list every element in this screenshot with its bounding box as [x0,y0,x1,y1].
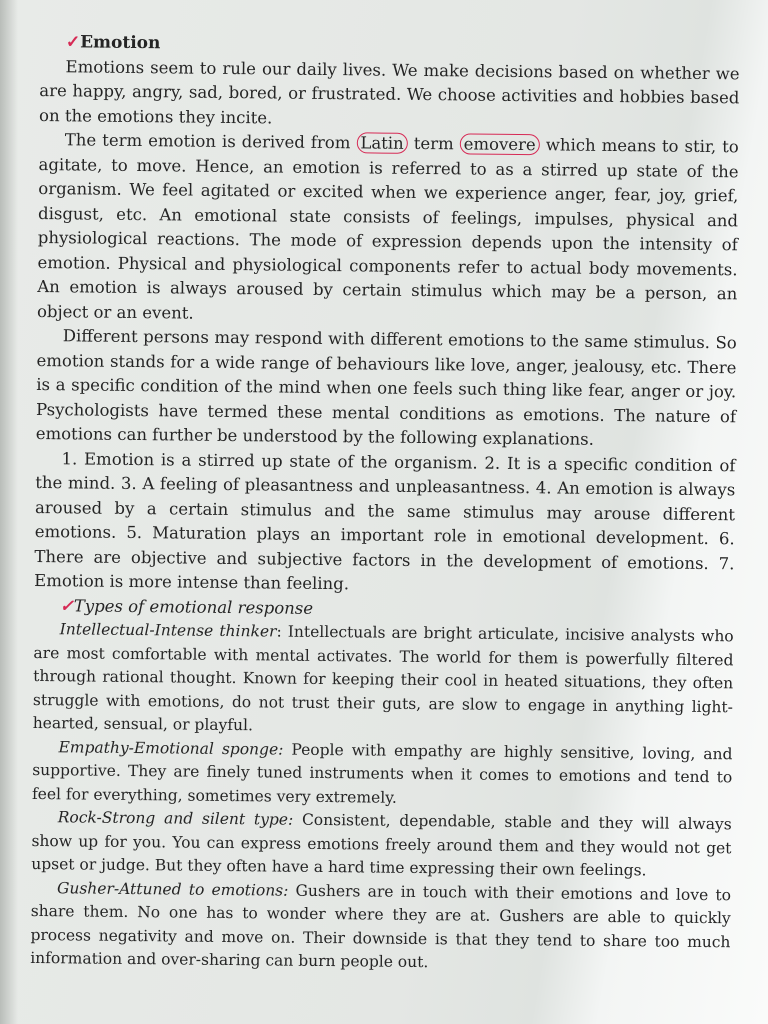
types-title: ✓Types of emotional response [59,595,314,618]
type-item-intellectual: Intellectual-Intense thinker: Intellectuals are bright articulate, incisive analysts who are most comfortable with mental activates. The world for them is powerfully filtered through rational thought. Known for keeping their cool in heated situations, they often struggle with emotions, do not trust their guts, are slow to engage in anything light-hearted, sensual, or playful. [32,620,734,735]
type-item-empathy: Empathy-Emotional sponge: People with empathy are highly sensitive, loving, and supportive. They are finely tuned instruments when it comes to emotions and tend to feel for everything, sometimes very extremely. [31,737,733,807]
paragraph-4-list: 1. Emotion is a stirred up state of the organism. 2. It is a specific condition of the mind. 3. A feeling of pleasantness and unpleasantness. 4. An emotion is always aroused by a certain stimulus and the same stimulus may arouse different emotions. 5. Maturation plays an important role in emotional development. 6. There are objective and subjective factors in the development of emotions. 7. Emotion is more intense than feeling. [34,448,736,594]
check-mark-icon: ✓ [65,32,81,53]
paragraph-3: Different persons may respond with different emotions to the same stimulus. So emotion stands for a wide range of behaviours like love, anger, jealousy, etc. There is a specific condition of the mind when one feels such thing like fear, anger or joy. Psychologists have termed these mental conditions as emotions. The nature of emotions can further be understood by the following explanations. [35,326,737,449]
paragraph-2: The term emotion is derived from Latin term emovere which means to stir, to agitate, to move. Hence, an emotion is referred to as a stirred up state of the organism. We feel agitated or excited when we experience anger, fear, joy, grief, disgust, etc. An emotional state consists of feelings, impulses, physical and physiological reactions. The mode of expression depends upon the intensity of emotion. Physical and physiological components refer to actual body movements. An emotion is always aroused by certain stimulus which may be a person, an object or an event. [36,130,739,323]
check-mark-icon: ✓ [59,595,74,615]
circled-word-emovere: emovere [460,133,540,155]
type-item-rock: Rock-Strong and silent type: Consistent, dependable, stable and they will always show up for you. You can express emotions freely around them and they would not get upset or judge. But they often have a hard time expressing their own feelings. [31,808,732,880]
type-item-gusher: Gusher-Attuned to emotions: Gushers are in touch with their emotions and love to share them. No one has to wonder where they are at. Gushers are able to quickly process negativity and move on. Their downside is that they tend to share too much information and over-sharing can burn people out. [30,878,732,972]
paragraph-1: Emotions seem to rule our daily lives. We make decisions based on whether we are happy, angry, sad, bored, or frustrated. We choose activities and hobbies based on the emotions they incite. [39,56,740,127]
types-list [30,618,734,978]
circled-word-latin: Latin [356,132,408,154]
page-text [30,30,740,978]
section-title: ✓Emotion [65,32,161,54]
page-binding-shadow [0,0,18,1024]
